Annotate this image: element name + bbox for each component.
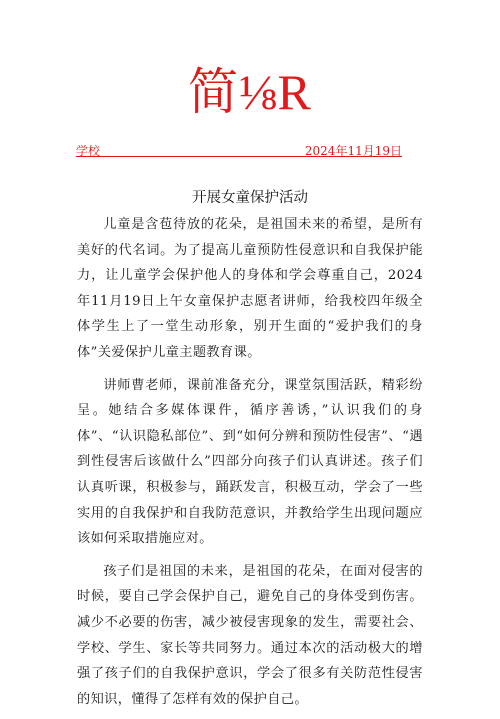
- paragraph-1: 儿童是含苞待放的花朵，是祖国未来的希望，是所有美好的代名词。为了提高儿童预防性侵意识和自我保护能力，让儿童学会保护他人的身体和学会尊重自己，2024年11月19日上午女童保护志愿者讲师，给我校四年级全体学生上了一堂生动形象，别开生面的“爱护我们的身体”关爱保护儿童主题教育课。: [77, 217, 423, 360]
- header-divider: [76, 156, 402, 157]
- article-title: 开展女童保护活动: [192, 190, 308, 206]
- article-body: [77, 212, 423, 719]
- header-meta: [76, 142, 402, 162]
- issue-date: 2024年11月19日: [304, 144, 402, 158]
- masthead-title: 简⅛R: [188, 64, 312, 120]
- paragraph-3: 孩子们是祖国的未来，是祖国的花朵，在面对侵害的时候，要自己学会保护自己，避免自己的身体受到伤害。减少不必要的伤害，减少被侵害现象的发生，需要社会、学校、学生、家长等共同努力。通过本次的活动极大的增强了孩子们的自我保护意识，学会了很多有关防范性侵害的知识，懂得了怎样有效的保护自己。: [77, 563, 423, 707]
- paragraph-2: 讲师曹老师，课前准备充分，课堂氛围活跃，精彩纷呈。她结合多媒体课件，循序善诱，”认识我们的身体”、“认识隐私部位”、到“如何分辨和预防性侵害”、“遇到性侵害后该做什么”四部分向孩子们认真讲述。孩子们认真听课，积极参与，踊跃发言，积极互动，学会了一些实用的自我保护和自我防范意识，并教给学生出现问题应该如何采取措施应对。: [77, 377, 423, 547]
- school-label: 学校: [76, 144, 101, 158]
